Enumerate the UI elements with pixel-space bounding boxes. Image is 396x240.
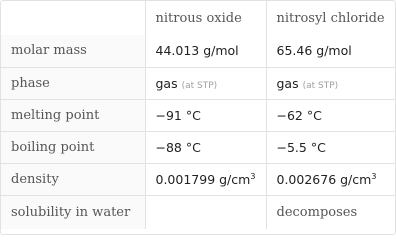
value-cell	[266, 195, 395, 229]
table-row	[1, 131, 395, 163]
table-row	[1, 99, 395, 131]
value-cell	[145, 163, 266, 195]
value-text: −5.5 °C	[276, 139, 326, 155]
row-label: phase	[1, 67, 145, 99]
header-row	[1, 1, 395, 35]
condition-note: (at STP)	[302, 80, 339, 91]
unit-exponent: 3	[250, 171, 256, 181]
row-label: solubility in water	[1, 195, 145, 229]
value-text: −88 °C	[155, 139, 201, 155]
value-cell	[145, 35, 266, 67]
value-cell	[145, 99, 266, 131]
value-text: 65.46 g/mol	[276, 43, 352, 59]
value-text: decomposes	[276, 204, 358, 220]
table-row	[1, 67, 395, 99]
row-label: boiling point	[1, 131, 145, 163]
table-row	[1, 195, 395, 229]
value-text: gas	[155, 75, 178, 91]
column-header-nitrosyl-chloride: nitrosyl chloride	[266, 1, 395, 35]
value-cell	[266, 35, 395, 67]
value-cell	[266, 163, 395, 195]
table-row	[1, 163, 395, 195]
value-text: −91 °C	[155, 107, 201, 123]
row-label: melting point	[1, 99, 145, 131]
row-label: molar mass	[1, 35, 145, 67]
value-text: 44.013 g/mol	[155, 43, 239, 59]
value-cell	[145, 131, 266, 163]
table-row	[1, 35, 395, 67]
value-text: −62 °C	[276, 107, 322, 123]
row-label: density	[1, 163, 145, 195]
condition-note: (at STP)	[181, 80, 218, 91]
value-cell	[145, 67, 266, 99]
value-text: 0.002676 g/cm	[276, 171, 372, 187]
unit-exponent: 3	[371, 171, 377, 181]
value-text: 0.001799 g/cm	[155, 171, 251, 187]
value-text: gas	[276, 75, 299, 91]
column-header-nitrous-oxide: nitrous oxide	[145, 1, 266, 35]
value-cell	[266, 131, 395, 163]
comparison-table	[1, 1, 395, 229]
value-cell	[266, 67, 395, 99]
corner-cell	[1, 1, 145, 35]
value-cell	[266, 99, 395, 131]
value-cell	[145, 195, 266, 229]
